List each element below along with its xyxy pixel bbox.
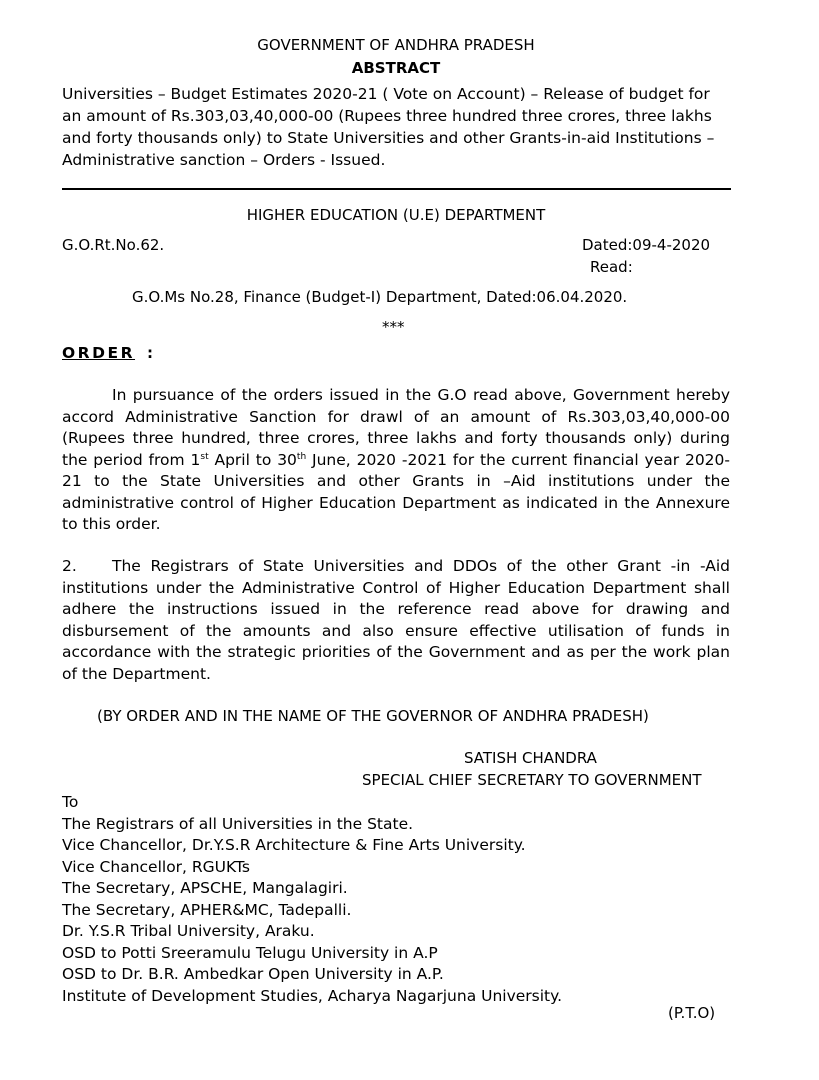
read-label: Read: (590, 258, 633, 276)
recipient-item: OSD to Potti Sreeramulu Telugu University in A.P (62, 943, 438, 962)
recipient-item: OSD to Dr. B.R. Ambedkar Open University in A.P. (62, 965, 444, 983)
order-heading (62, 344, 135, 362)
recipient-list (62, 792, 562, 1007)
paragraph-1-text-c: June, 2020 -2021 for the current financial year 2020-21 to the State Universities and other Grants in –Aid institutions under the administrative control of Higher Education Department as indicated in the Annexure to this order. (62, 450, 730, 533)
paragraph-1-text-a: In pursuance of the orders issued in the G.O read above, Government hereby accord Administrative Sanction for drawl of an amount of Rs.303,03,40,000-00 (Rupees three hundred, three crores, three lakhs and forty thousands only) during the period from 1 (62, 386, 730, 469)
abstract-line: and forty thousands only) to State Universities and other Grants-in-aid Institutions – (62, 129, 715, 147)
paragraph-2-text: The Registrars of State Universities and DDOs of the other Grant -in -Aid institutions under the Administrative Control of Higher Education Department shall adhere the instructions issued in the reference read above for drawing and disbursement of the amounts and also ensure effective utilisation of funds in accordance with the strategic priorities of the Government and as per the work plan of the Department. (62, 557, 730, 683)
paragraph-2-number: 2. (62, 557, 77, 575)
pto-note: (P.T.O) (668, 1004, 716, 1022)
abstract-line: an amount of Rs.303,03,40,000-00 (Rupees three hundred three crores, three lakhs (62, 107, 712, 125)
abstract-line: Universities – Budget Estimates 2020-21 ( Vote on Account) – Release of budget for (62, 85, 710, 103)
order-paragraph-1 (62, 385, 730, 536)
to-label: To (62, 793, 79, 811)
governor-line: (BY ORDER AND IN THE NAME OF THE GOVERNOR OF ANDHRA PRADESH) (97, 707, 649, 725)
order-paragraph-2 (62, 556, 730, 685)
go-date: Dated:09-4-2020 (582, 236, 711, 254)
department-heading: HIGHER EDUCATION (U.E) DEPARTMENT (246, 206, 546, 224)
signatory-name: SATISH CHANDRA (464, 749, 597, 767)
abstract-line: Administrative sanction – Orders - Issued. (62, 151, 386, 169)
government-heading: GOVERNMENT OF ANDHRA PRADESH (257, 36, 535, 54)
recipient-item: Dr. Y.S.R Tribal University, Araku. (62, 922, 315, 940)
separator-stars: *** (382, 318, 405, 336)
go-number: G.O.Rt.No.62. (62, 236, 165, 254)
abstract-label: ABSTRACT (351, 59, 441, 77)
abstract-text (62, 83, 730, 171)
signatory-designation: SPECIAL CHIEF SECRETARY TO GOVERNMENT (362, 771, 702, 789)
paragraph-1-text-b: April to 30 (208, 450, 297, 469)
recipient-item: Vice Chancellor, RGUKTs (62, 857, 250, 876)
order-heading-text: ORDER (62, 344, 136, 362)
reference-line: G.O.Ms No.28, Finance (Budget-I) Department, Dated:06.04.2020. (132, 288, 628, 306)
recipient-item: Institute of Development Studies, Acharya Nagarjuna University. (62, 986, 563, 1005)
recipient-item: Vice Chancellor, Dr.Y.S.R Architecture & Fine Arts University. (62, 836, 526, 854)
superscript-th: th (296, 451, 307, 462)
recipient-item: The Secretary, APHER&MC, Tadepalli. (62, 900, 352, 919)
recipient-item: The Registrars of all Universities in the State. (62, 814, 414, 833)
order-heading-colon: : (147, 344, 153, 362)
recipient-item: The Secretary, APSCHE, Mangalagiri. (62, 879, 348, 897)
superscript-st: st (200, 451, 209, 462)
header-divider (62, 188, 731, 190)
